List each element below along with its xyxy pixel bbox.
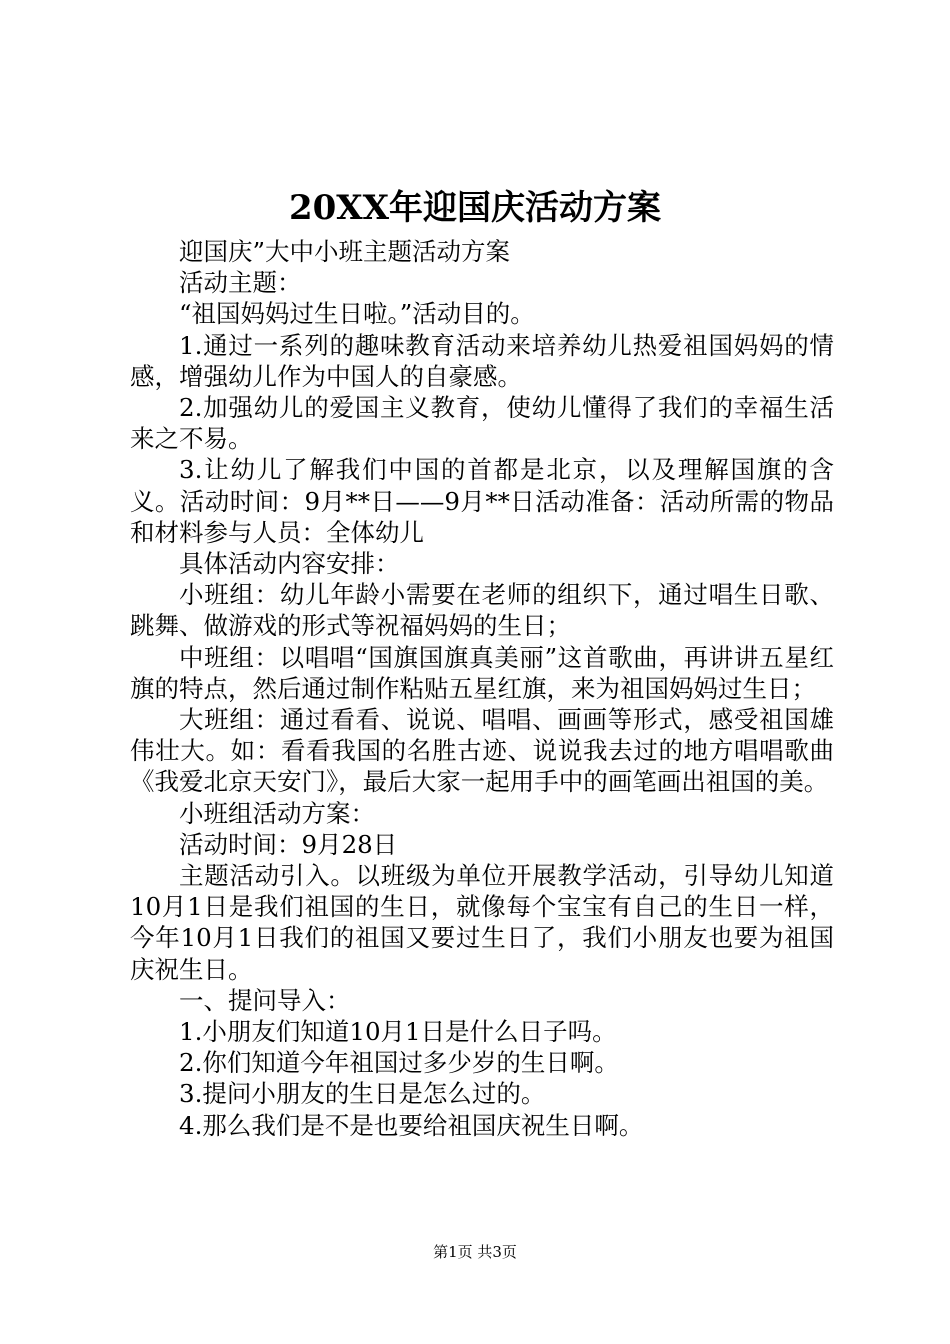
paragraph: 2.你们知道今年祖国过多少岁的生日啊。 [179, 1048, 619, 1078]
paragraph: 具体活动内容安排： [179, 549, 400, 579]
paragraph: 一、提问导入： [179, 985, 351, 1015]
page-number: 第1页 共3页 [433, 1243, 517, 1261]
paragraph: 活动主题： [179, 268, 302, 298]
paragraph: “祖国妈妈过生日啦。”活动目的。 [179, 299, 535, 329]
document-title: 20XX年迎国庆活动方案 [288, 188, 662, 228]
paragraph: 3.提问小朋友的生日是怎么过的。 [179, 1079, 546, 1109]
paragraph: 4.那么我们是不是也要给祖国庆祝生日啊。 [179, 1110, 644, 1140]
paragraph: 主题活动引入。以班级为单位开展教学活动，引导幼儿知道10月1日是我们祖国的生日，就像每个宝宝有自己的生日一样，今年10月1日我们的祖国又要过生日了，我们小朋友也要为祖国庆祝生日。 [130, 861, 834, 984]
paragraph: 1.小朋友们知道10月1日是什么日子吗。 [179, 1017, 617, 1047]
paragraph: 中班组：以唱唱“国旗国旗真美丽”这首歌曲，再讲讲五星红旗的特点，然后通过制作粘贴五星红旗，来为祖国妈妈过生日； [130, 642, 834, 703]
paragraph: 2.加强幼儿的爱国主义教育，使幼儿懂得了我们的幸福生活来之不易。 [130, 393, 834, 454]
paragraph: 迎国庆”大中小班主题活动方案 [179, 237, 511, 266]
paragraph: 小班组：幼儿年龄小需要在老师的组织下，通过唱生日歌、跳舞、做游戏的形式等祝福妈妈的生日； [130, 580, 834, 641]
paragraph: 大班组：通过看看、说说、唱唱、画画等形式，感受祖国雄伟壮大。如：看看我国的名胜古迹、说说我去过的地方唱唱歌曲《我爱北京天安门》，最后大家一起用手中的画笔画出祖国的美。 [130, 705, 834, 797]
document-body [130, 236, 834, 1141]
paragraph: 3.让幼儿了解我们中国的首都是北京，以及理解国旗的含义。活动时间：9月**日——9月**日活动准备：活动所需的物品和材料参与人员：全体幼儿 [130, 455, 834, 547]
paragraph: 活动时间：9月28日 [179, 829, 398, 859]
paragraph: 小班组活动方案： [179, 798, 375, 828]
paragraph: 1.通过一系列的趣味教育活动来培养幼儿热爱祖国妈妈的情感，增强幼儿作为中国人的自豪感。 [130, 330, 834, 391]
